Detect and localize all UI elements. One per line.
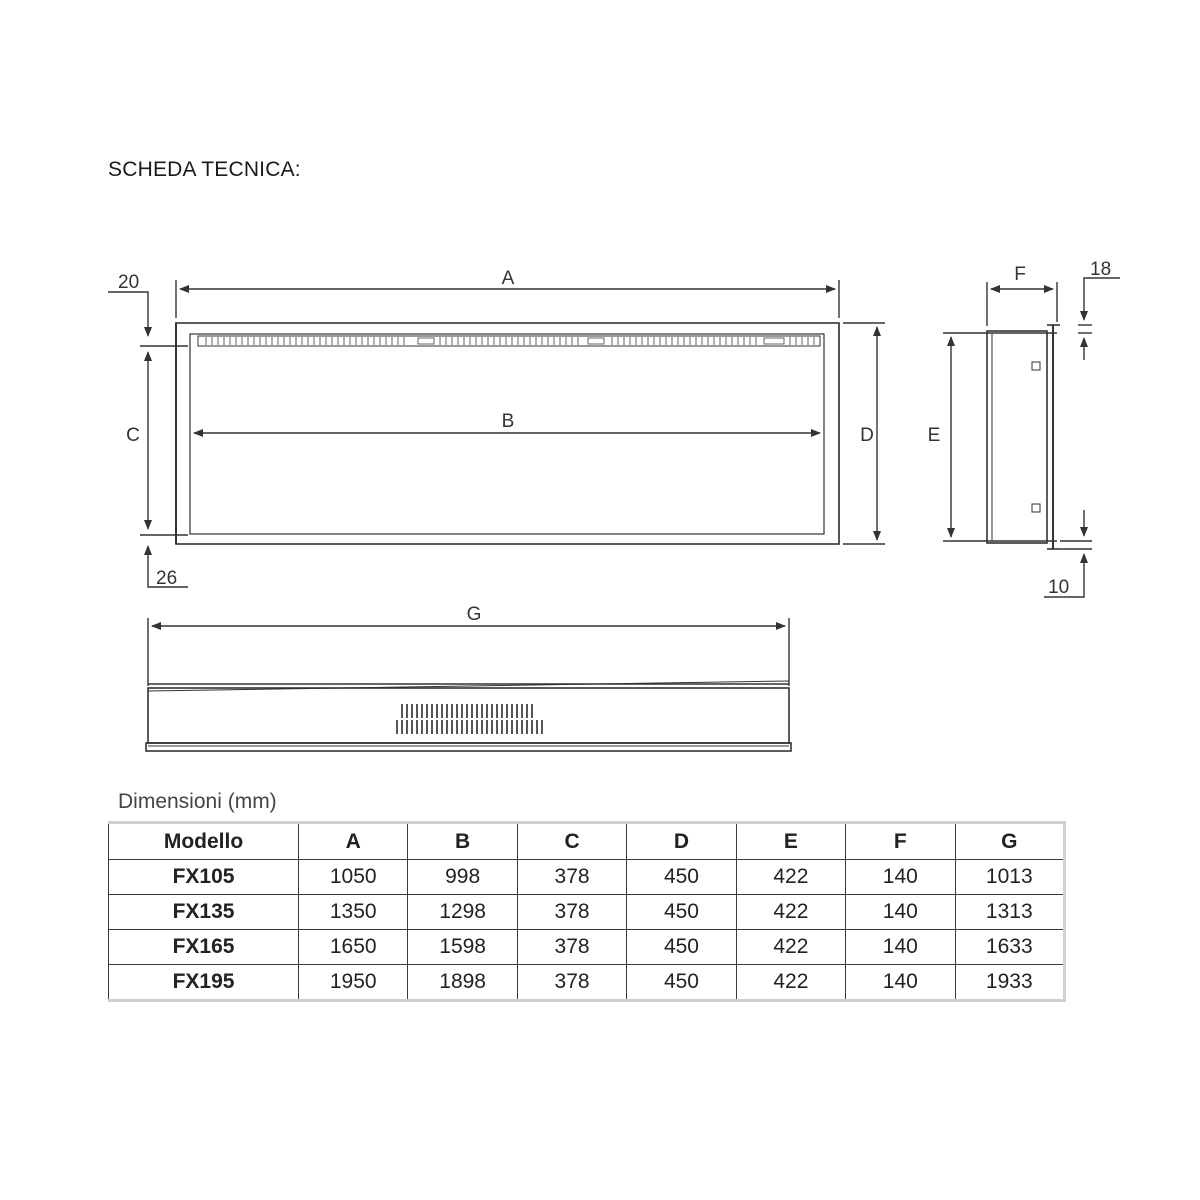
table-header-row [109, 823, 1065, 860]
model-cell: FX105 [109, 860, 299, 895]
top-body [148, 688, 789, 743]
front-inner-glass [190, 334, 824, 534]
dimension-g [148, 618, 789, 686]
table-cell: 140 [846, 930, 955, 965]
table-cell: 1298 [408, 895, 517, 930]
dimension-label-10: 10 [1048, 577, 1070, 598]
dimension-f [987, 282, 1057, 326]
table-caption: Dimensioni (mm) [118, 790, 277, 813]
dimension-label-b: B [501, 411, 515, 432]
table-cell: 378 [517, 895, 626, 930]
front-vent-hatch [206, 337, 814, 345]
table-cell: 1950 [299, 965, 408, 1001]
table-cell: 1633 [955, 930, 1064, 965]
side-bracket-top [1032, 362, 1040, 370]
front-vent-strip [198, 336, 820, 346]
column-header: F [846, 823, 955, 860]
table-cell: 450 [627, 965, 736, 1001]
top-vent-grille [397, 704, 542, 734]
table-cell: 422 [736, 930, 845, 965]
table-row [109, 860, 1065, 895]
top-view [146, 681, 791, 751]
dimension-label-26: 26 [156, 568, 178, 589]
table-cell: 422 [736, 860, 845, 895]
column-header: C [517, 823, 626, 860]
dimension-label-d: D [860, 425, 874, 446]
table-cell: 378 [517, 930, 626, 965]
table-cell: 140 [846, 860, 955, 895]
top-base-plate [146, 743, 791, 751]
column-header: G [955, 823, 1064, 860]
page-title: SCHEDA TECNICA: [108, 158, 301, 181]
table-cell: 1650 [299, 930, 408, 965]
column-header: A [299, 823, 408, 860]
table-cell: 1013 [955, 860, 1064, 895]
model-cell: FX135 [109, 895, 299, 930]
table-cell: 422 [736, 895, 845, 930]
table-row [109, 930, 1065, 965]
side-body [987, 331, 1047, 543]
table-cell: 422 [736, 965, 845, 1001]
dimension-18 [1078, 278, 1120, 360]
dimension-label-f: F [1014, 264, 1026, 285]
table-cell: 450 [627, 930, 736, 965]
table-cell: 450 [627, 860, 736, 895]
table-cell: 1598 [408, 930, 517, 965]
dimension-label-c: C [126, 425, 140, 446]
dimension-label-20: 20 [118, 272, 140, 293]
column-header: Modello [109, 823, 299, 860]
table-cell: 1898 [408, 965, 517, 1001]
table-cell: 378 [517, 860, 626, 895]
column-header: D [627, 823, 736, 860]
table-cell: 450 [627, 895, 736, 930]
table-cell: 140 [846, 965, 955, 1001]
model-cell: FX195 [109, 965, 299, 1001]
side-bracket-bottom [1032, 504, 1040, 512]
dimension-label-g: G [466, 604, 482, 625]
dimensions-table [108, 821, 1066, 1002]
table-cell: 1050 [299, 860, 408, 895]
table-row [109, 895, 1065, 930]
column-header: B [408, 823, 517, 860]
table-row [109, 965, 1065, 1001]
column-header: E [736, 823, 845, 860]
model-cell: FX165 [109, 930, 299, 965]
dimension-label-e: E [927, 425, 941, 446]
table-cell: 378 [517, 965, 626, 1001]
table-cell: 1313 [955, 895, 1064, 930]
table-cell: 1350 [299, 895, 408, 930]
table-cell: 1933 [955, 965, 1064, 1001]
side-view [943, 325, 1060, 549]
table-cell: 998 [408, 860, 517, 895]
dimension-label-a: A [501, 268, 515, 289]
table-cell: 140 [846, 895, 955, 930]
dimension-label-18: 18 [1090, 259, 1112, 280]
